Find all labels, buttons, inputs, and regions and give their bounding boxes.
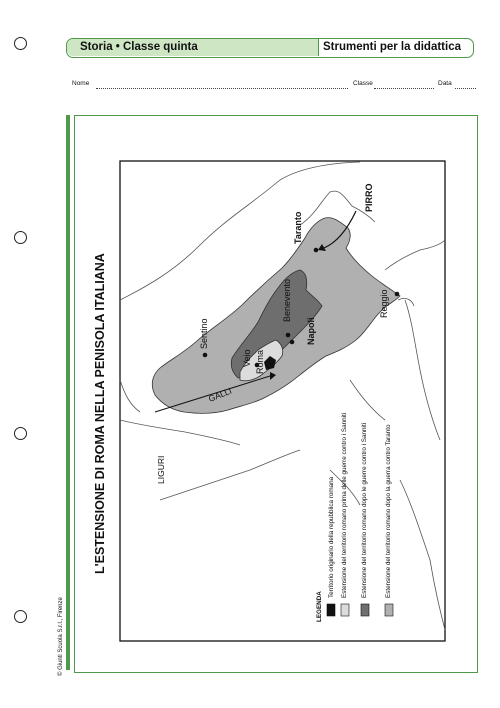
marker-roma xyxy=(266,360,271,365)
label-taranto: Taranto xyxy=(293,211,303,244)
label-benevento: Benevento xyxy=(282,278,292,322)
label-sentino: Sentino xyxy=(199,318,209,349)
label-reggio: Reggio xyxy=(379,289,389,318)
classe-label: Classe xyxy=(353,80,373,87)
legend-swatch-after-taranto xyxy=(385,604,393,616)
legend-heading: LEGENDA xyxy=(316,591,323,622)
label-galli: GALLI xyxy=(207,385,234,404)
header-section: Strumenti per la didattica xyxy=(322,41,461,53)
marker-benevento xyxy=(286,333,291,338)
legend-swatch-before-samnites xyxy=(341,604,349,616)
legend-item-after-samnites: Estensione del territorio romano dopo le guerre contro i Sanniti xyxy=(361,422,368,598)
marker-napoli xyxy=(290,340,295,345)
legend-item-after-taranto: Estensione del territorio romano dopo la guerra contro Taranto xyxy=(385,424,392,598)
legend-item-original: Territorio originario della repubblica romana xyxy=(328,476,335,598)
marker-reggio xyxy=(395,292,400,297)
marker-taranto xyxy=(314,248,319,253)
copyright: © Giunti Scuola S.r.l., Firenze xyxy=(58,597,64,676)
nome-label: Nome xyxy=(72,80,90,87)
data-label: Data xyxy=(438,80,452,87)
label-veio: Veio xyxy=(242,349,252,367)
header-subject: Storia • Classe quinta xyxy=(67,39,319,56)
label-napoli: Napoli xyxy=(306,317,316,345)
map-title: L'ESTENSIONE DI ROMA NELLA PENISOLA ITALIANA xyxy=(93,253,107,574)
legend-swatch-original xyxy=(327,604,335,616)
label-pirro: PIRRO xyxy=(364,183,374,212)
legend-item-before-samnites: Estensione del territorio romano prima delle guerre contro i Sanniti xyxy=(341,412,348,598)
marker-sentino xyxy=(203,353,208,358)
legend-swatch-after-samnites xyxy=(361,604,369,616)
label-liguri: LIGURI xyxy=(156,455,166,484)
label-roma: Roma xyxy=(255,349,265,374)
